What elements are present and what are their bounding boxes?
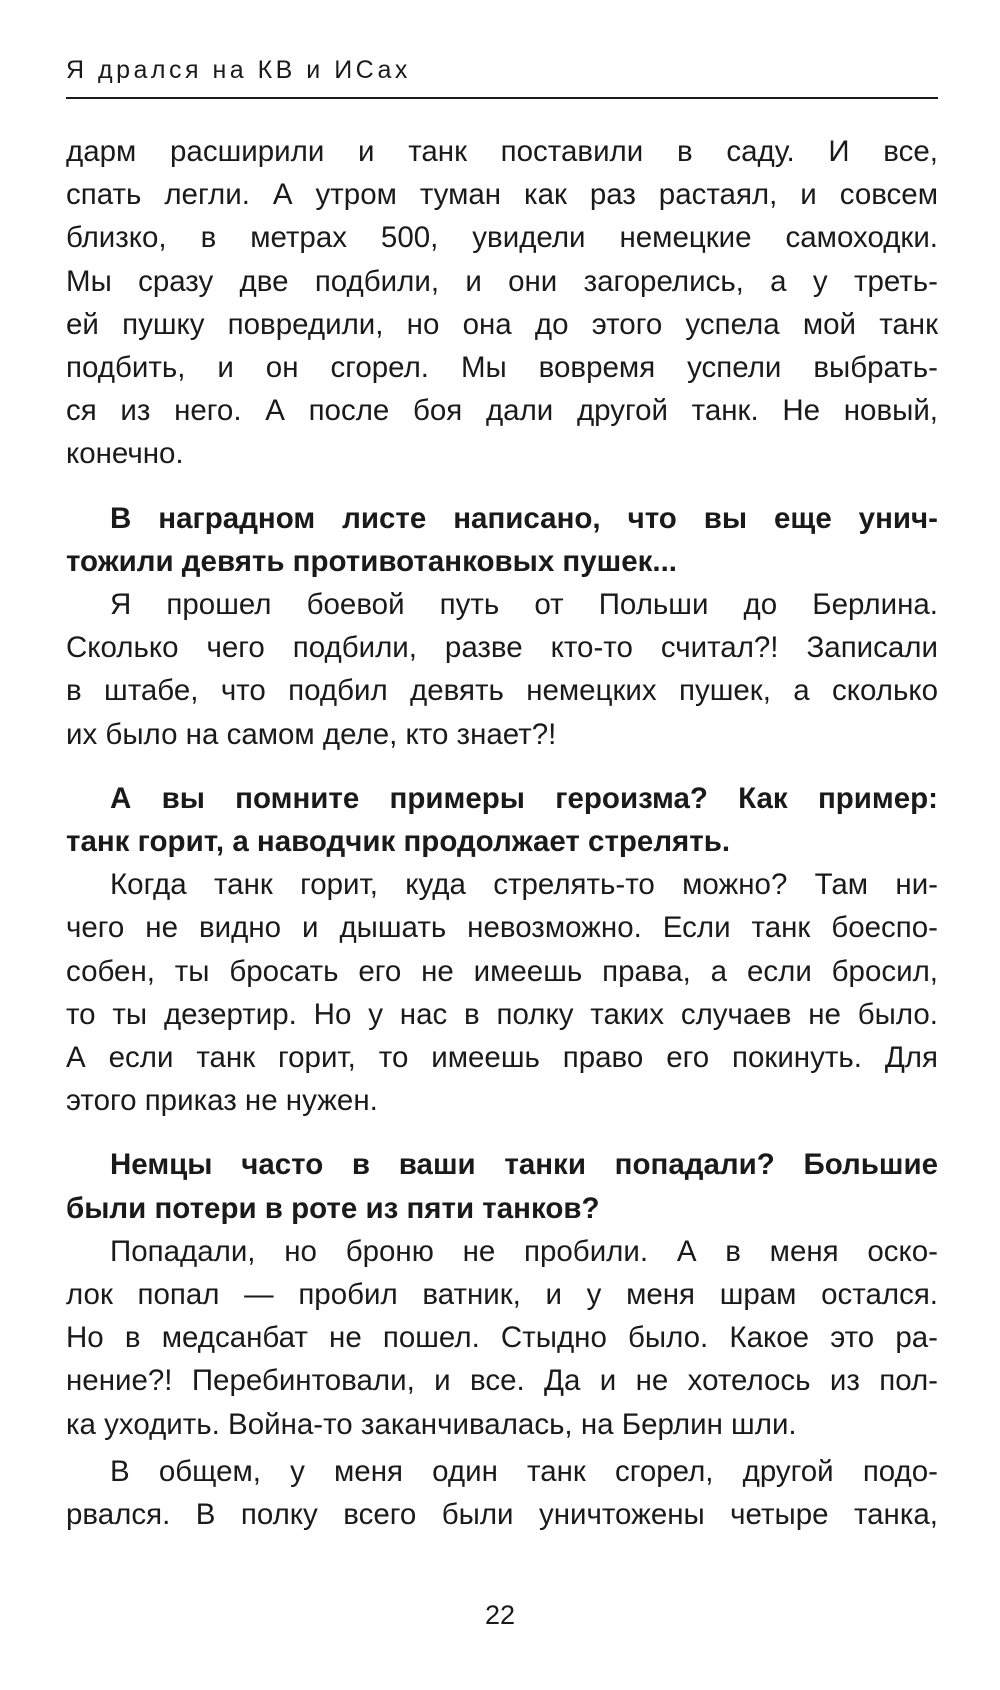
text-line: ей пушку повредили, но она до этого успела мой танк bbox=[66, 307, 938, 341]
text-line: А если танк горит, то имеешь право его покинуть. Для bbox=[66, 1041, 938, 1075]
interview-question-3 bbox=[66, 1143, 938, 1229]
text-line: конечно. bbox=[66, 437, 184, 471]
text-line: ка уходить. Война-то заканчивалась, на Берлин шли. bbox=[66, 1407, 797, 1441]
text-line: Но в медсанбат не пошел. Стыдно было. Какое это ра- bbox=[66, 1321, 938, 1355]
text-line: чего не видно и дышать невозможно. Если танк боеспо- bbox=[66, 911, 938, 945]
text-line: дарм расширили и танк поставили в саду. И все, bbox=[66, 135, 938, 168]
question-line: Немцы часто в ваши танки попадали? Большие bbox=[110, 1148, 938, 1182]
text-line: лок попал — пробил ватник, и у меня шрам остался. bbox=[66, 1278, 938, 1312]
text-line: собен, ты бросать его не имеешь права, а если бросил, bbox=[66, 954, 938, 988]
text-line: ся из него. А после боя дали другой танк. Не новый, bbox=[66, 394, 938, 428]
page-number: 22 bbox=[484, 1600, 516, 1630]
answer-paragraph-5 bbox=[66, 1450, 938, 1536]
answer-paragraph-2 bbox=[66, 583, 938, 756]
text-line: близко, в метрах 500, увидели немецкие самоходки. bbox=[66, 221, 938, 255]
question-line: тожили девять противотанковых пушек... bbox=[66, 544, 677, 578]
header-rule bbox=[66, 97, 938, 99]
interview-question-1 bbox=[66, 497, 938, 583]
text-line: Я прошел боевой путь от Польши до Берлина. bbox=[110, 588, 938, 622]
text-line: нение?! Перебинтовали, и все. Да и не хотелось из пол- bbox=[66, 1364, 938, 1398]
answer-paragraph-1 bbox=[66, 130, 938, 476]
question-line: В наградном листе написано, что вы еще унич- bbox=[110, 501, 938, 535]
answer-paragraph-4 bbox=[66, 1230, 938, 1446]
text-line: Сколько чего подбили, разве кто-то считал?! Записали bbox=[66, 631, 938, 665]
text-line: Попадали, но броню не пробили. А в меня оско- bbox=[110, 1234, 938, 1268]
running-head: Я дрался на КВ и ИСах bbox=[66, 56, 411, 84]
text-line: то ты дезертир. Но у нас в полку таких случаев не было. bbox=[66, 997, 938, 1031]
text-line: подбить, и он сгорел. Мы вовремя успели выбрать- bbox=[66, 351, 938, 385]
text-line: Мы сразу две подбили, и они загорелись, а у треть- bbox=[66, 264, 938, 298]
text-line: рвался. В полку всего были уничтожены четыре танка, bbox=[66, 1498, 938, 1532]
text-line: Когда танк горит, куда стрелять-то можно? Там ни- bbox=[110, 868, 938, 902]
answer-paragraph-3 bbox=[66, 863, 938, 1122]
text-line: В общем, у меня один танк сгорел, другой подо- bbox=[110, 1454, 938, 1488]
text-line: их было на самом деле, кто знает?! bbox=[66, 717, 557, 751]
body-text bbox=[66, 130, 938, 1536]
text-line: в штабе, что подбил девять немецких пушек, а сколько bbox=[66, 674, 938, 708]
text-line: этого приказ не нужен. bbox=[66, 1084, 378, 1118]
question-line: были потери в роте из пяти танков? bbox=[66, 1191, 600, 1225]
question-line: танк горит, а наводчик продолжает стрелять. bbox=[66, 825, 731, 859]
text-line: спать легли. А утром туман как раз растаял, и совсем bbox=[66, 178, 938, 212]
interview-question-2 bbox=[66, 777, 938, 863]
question-line: А вы помните примеры героизма? Как пример: bbox=[110, 781, 938, 815]
